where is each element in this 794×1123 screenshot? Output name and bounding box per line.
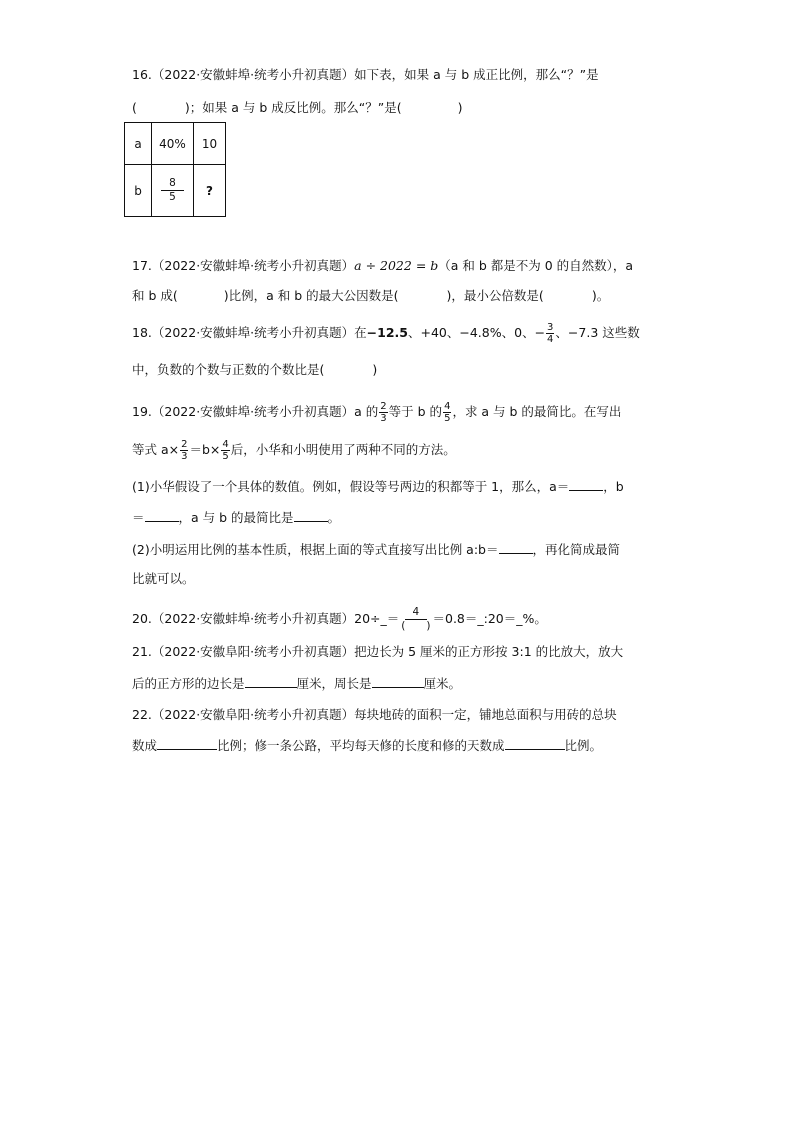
- q19-line1: 19.（2022·安徽蚌埠·统考小升初真题）a 的 $\frac{2}{3}$ 等于 b 的 $\frac{4}{5}$ ，求 a 与 b 的最简比。在写出: [132, 401, 622, 424]
- q16-table: [124, 122, 226, 217]
- q22-line1: 22.（2022·安徽阜阳·统考小升初真题）每块地砖的面积一定，铺地总面积与用砖的总块: [132, 707, 617, 722]
- q19-line2: 等式 a× $\frac{2}{3}$ ＝b× $\frac{4}{5}$ 后，小华和小明使用了两种不同的方法。: [132, 439, 456, 462]
- q18-line1: 18.（2022·安徽蚌埠·统考小升初真题）在−12.5、+40、−4.8%、0、− $\frac{3}{4}$ 、−7.3 这些数: [132, 322, 640, 345]
- q17-formula: a ÷ 2022 = b: [354, 258, 439, 273]
- table-cell: 40%: [152, 123, 194, 165]
- q19-part2-line1: (2)小明运用比例的基本性质，根据上面的等式直接写出比例 a:b＝ ，再化简成最简: [132, 542, 621, 557]
- q16-text-a: 如下表，如果 a 与 b 成正比例，那么“？”是: [354, 67, 599, 82]
- q22-line2: 数成 比例；修一条公路，平均每天修的长度和修的天数成 比例。: [132, 738, 603, 753]
- q21-line1: 21.（2022·安徽阜阳·统考小升初真题）把边长为 5 厘米的正方形按 3:1 的比放大，放大: [132, 644, 624, 659]
- table-cell: ?: [194, 165, 226, 217]
- q21-line2: 后的正方形的边长是 厘米，周长是 厘米。: [132, 676, 462, 691]
- q19-part1-line1: (1)小华假设了一个具体的数值。例如，假设等号两边的积都等于 1，那么，a＝ ，b: [132, 479, 624, 494]
- table-cell: 10: [194, 123, 226, 165]
- q16-line2: ( )；如果 a 与 b 成反比例。那么“？”是( ): [132, 100, 463, 115]
- q16-source: （2022·安徽蚌埠·统考小升初真题）: [151, 67, 355, 82]
- table-cell: b: [125, 165, 152, 217]
- fraction: $\frac{8}{5}$: [161, 177, 184, 204]
- q18-line2: 中，负数的个数与正数的个数比是( ): [132, 362, 378, 377]
- q16-line1: [132, 66, 599, 84]
- q19-part1-line2: ＝ ，a 与 b 的最简比是 。: [132, 510, 341, 525]
- table-cell: a: [125, 123, 152, 165]
- table-cell: [152, 165, 194, 217]
- q19-part2-line2: 比就可以。: [132, 571, 195, 586]
- q17-line2: 和 b 成( )比例，a 和 b 的最大公因数是( )，最小公倍数是( )。: [132, 288, 610, 303]
- q16-number: 16.: [132, 67, 152, 82]
- q20-line1: 20.（2022·安徽蚌埠·统考小升初真题）20÷_＝ $\frac{4}{( )}$ ＝0.8＝_:20＝_%。: [132, 606, 547, 632]
- q17-line1: 17.（2022·安徽蚌埠·统考小升初真题）a ÷ 2022 = b（a 和 b 都是不为 0 的自然数），a: [132, 258, 634, 273]
